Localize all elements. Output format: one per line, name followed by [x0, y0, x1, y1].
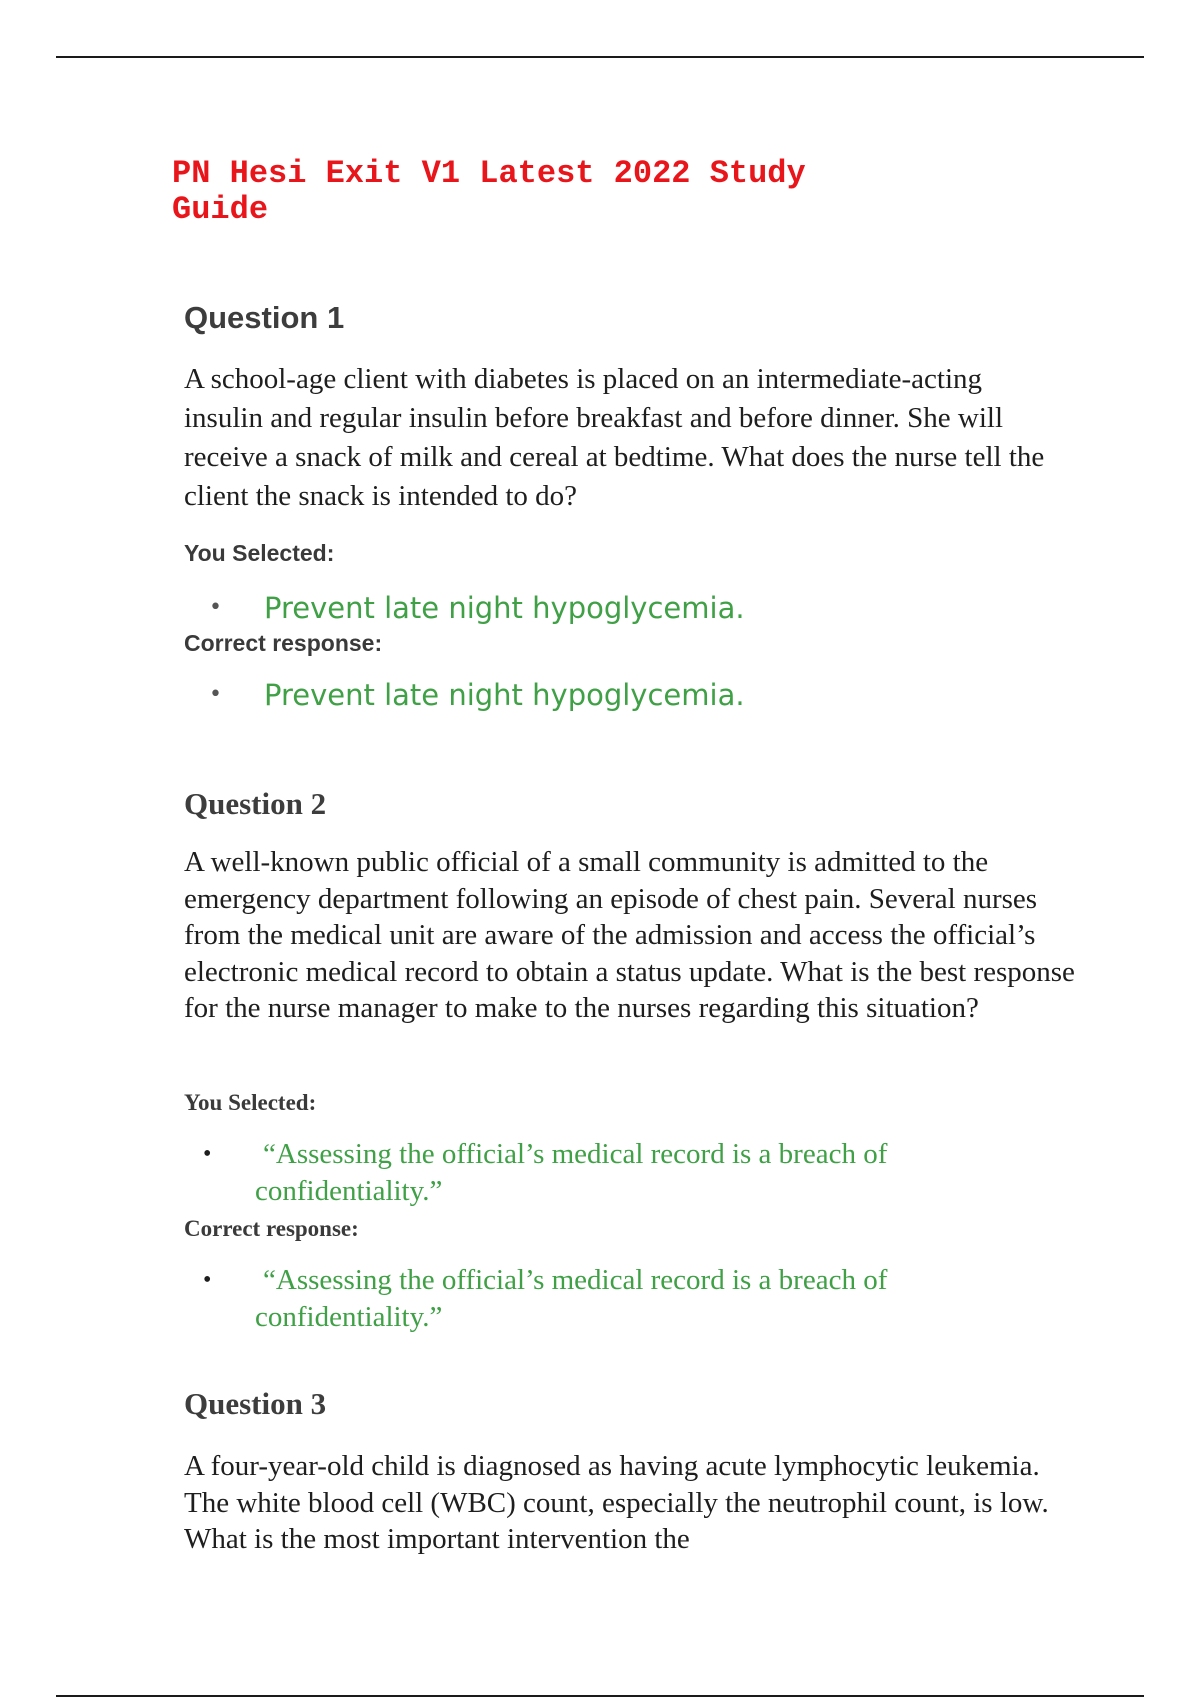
question-1-correct-answer-text: Prevent late night hypoglycemia. — [264, 678, 745, 712]
question-2-selected-label: You Selected: — [184, 1090, 317, 1115]
bottom-divider — [56, 1695, 1144, 1697]
question-1-selected-answer-text: Prevent late night hypoglycemia. — [264, 591, 745, 625]
question-2-correct-answer-text: “Assessing the official’s medical record is a breach of confidentiality.” — [255, 1264, 888, 1333]
top-divider — [56, 56, 1144, 58]
bullet-icon: • — [203, 1141, 212, 1167]
question-3-heading: Question 3 — [184, 1386, 327, 1421]
question-1-selected-answer — [209, 590, 745, 626]
question-1-heading: Question 1 — [184, 300, 345, 335]
bullet-icon: • — [209, 682, 222, 707]
question-2-text: A well-known public official of a small community is admitted to the emergency department following an episode of chest pain. Several nurses from the medical unit are aware of the admission and access the official’s electronic medical record to obtain a status update. What is the best response for the nurse manager to make to the nurses regarding this situation? — [184, 846, 1075, 1024]
question-2-selected-answer — [203, 1136, 1015, 1210]
question-1-correct-label: Correct response: — [184, 630, 383, 656]
question-2-selected-answer-text: “Assessing the official’s medical record is a breach of confidentiality.” — [255, 1138, 888, 1207]
question-3-text: A four-year-old child is diagnosed as having acute lymphocytic leukemia. The white blood cell (WBC) count, especially the neutrophil count, is low. What is the most important intervention the — [184, 1450, 1049, 1555]
question-2-correct-answer — [203, 1262, 1015, 1336]
question-2-heading: Question 2 — [184, 786, 327, 821]
question-1-text: A school-age client with diabetes is placed on an intermediate-acting insulin and regular insulin before breakfast and before dinner. She will receive a snack of milk and cereal at bedtime. What does the nurse tell the client the snack is intended to do? — [184, 363, 1045, 512]
question-1-selected-label: You Selected: — [184, 540, 335, 566]
bullet-icon: • — [209, 595, 222, 620]
question-1-correct-answer — [209, 677, 745, 713]
document-title: PN Hesi Exit V1 Latest 2022 Study Guide — [172, 155, 806, 228]
question-2-correct-label: Correct response: — [184, 1216, 359, 1241]
bullet-icon: • — [203, 1267, 212, 1293]
